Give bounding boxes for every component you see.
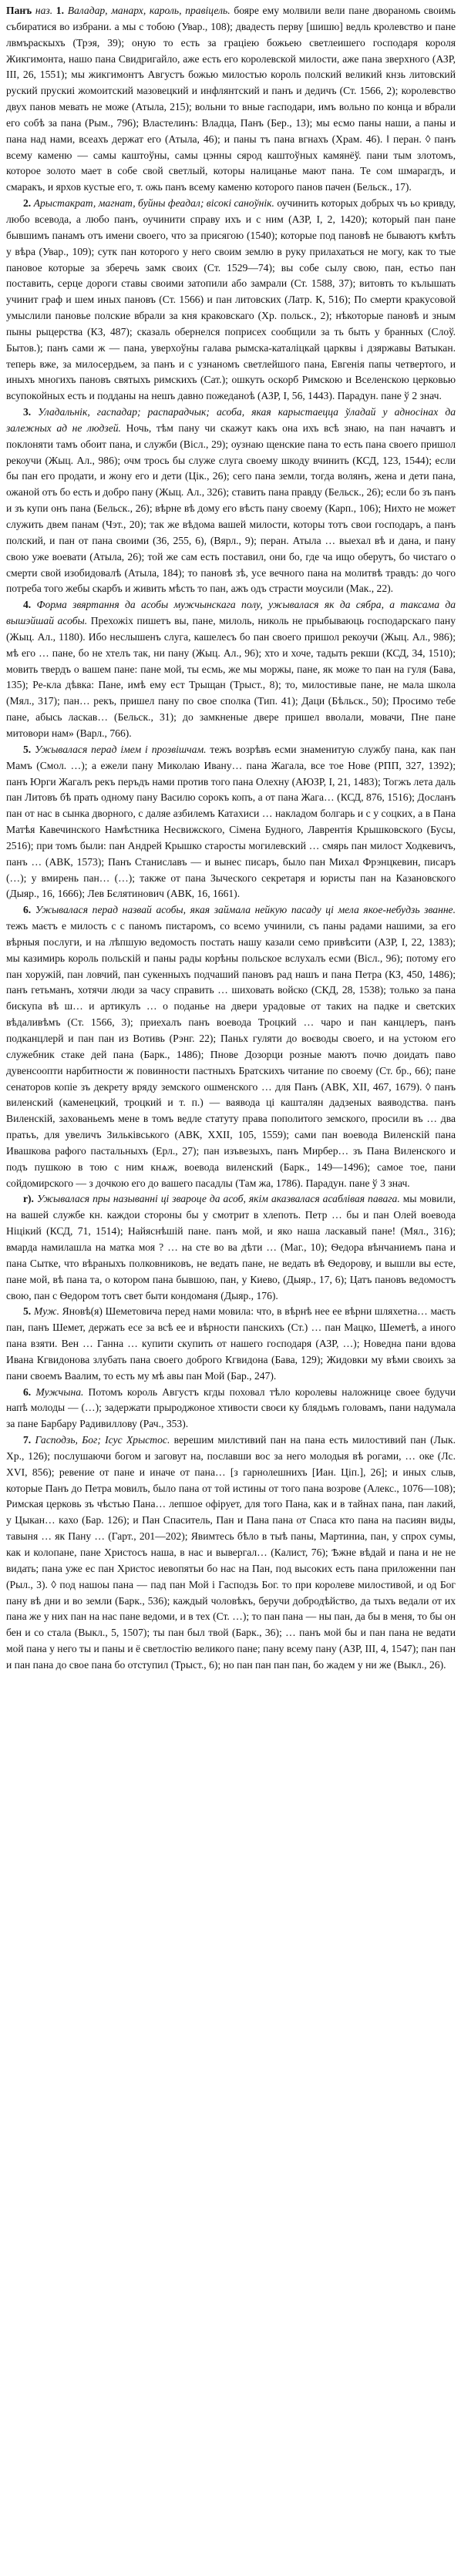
sense-number: 3. bbox=[23, 406, 32, 418]
sense-text: тежъ возрѣвъ есми знаменитую службу пана, как пан Мамъ (Смол. …); а ежели пану Миколаю Ивану… пана Жагала, все тое Нове (РПП, 327, 1392); панъ Юрги Жагалъ рекъ перъдъ нами против того пана Олехну (АЮЗР, I, 21, 1483); Тогжъ лета даль пан Литовъ бѣ прать одному пану Василю сорокъ копъ, а от пана Жага… (КСД, 876, 1516); Досланъ пан от нас в сынка дворного, с даляе азбилемъ Катахиси … накладом болгарь и с у соцких, а в Пана Матѣя Кавечинского Намѣстника Несвижского, Сімена Будного, Лаврентія Крышковского (Бусы, 2516); при томъ были: пан Андрей Крышко старосты могилевский … смярь пан милост Ходкевичъ, панъ … (АВК, 1573); Панъ Станиславъ — и вынес писаръ, было пан Михал Фрэнцкевин, писаръ (…); у вмирень пан… (…); также от пана Зыческого секретаря и юристы пан на Казановского (Дыяр., 16, 1666); Лев Бєлятинович (АВК, 16, 1661). bbox=[6, 743, 456, 900]
sense-definition: Форма звяртання да асобы мужчынскага полу, ужывалася як да сябра, а таксама да вышэйшай асобы. bbox=[6, 599, 456, 627]
sense-text: тежъ маєтъ е милость с с паномъ пистаромъ, со всемо учинили, съ паны радами нашими, за его вѣрныя послуги, и на лѣпшую ведомость постать нашу казали семо привѣсити (АЗР, I, 22, 1383); мы казимирь король польскій и паны рады корѣны польское вслухалъ есми (Вісл., 96); потому его пан хоружій, пан ловчий, пан сукенныхъ подчаший пановъ рад нашъ и пана Петра (КЗ, 450, 1486); панъ гетьманъ, хотячи люди за часу справить … шиховать войско (СКД, 28, 1538); только за пана бискупа вѣ ш… и артикулъ … о поданье на двери урадовые от таких на падке и светских вѣдаливѣмъ (Ст. 1566, 3); приехалъ панъ воевода Троцкий … чаро и пан канцлеръ, панъ подканцлерй и пан пан из Вотивь (Рэнг. 22); Паньх гуляти до воєводы своего, и на устоюм его служебник стаке дей пана (Барк., 1486); Пнове Дозорци розные маютъ почю доидать паво дувенсоопти нарбитности ж повинности пастныхъ Братскихъ читание по своему (Ст. бр., 66); пане сенаторов копіе зъ декрету вряду земского ошменского … для Панъ (АВК, XII, 467, 1679). ◊ панъ виленский (каменецкий, троцкий и т. п.) — ваявода ці кашталян дадзеных ваяводства. панъ Виленскій, захованьемъ мене в томъ ведле статуту права пополитого земского, просили въ … два пратьъ, для увеличъ Зильківського (АВК, XXII, 105, 1559); сами пан воевода Виленскій пана Ивашкова рафого пастальныхъ (Ерл., 27); пан изъвезыхъ, панъ Мирбер… зъ Пана Виленского и подъ пушкою в тою с ним кнѧж, воевода виленский (Барк., 149—1496); самое тое, пани сойдомирского — з дочкою его до вашего пасадлы (Там жа, 1786). Парадун. пане ў 3 знач. bbox=[6, 920, 456, 1189]
sense-paragraph bbox=[6, 1191, 456, 1304]
sense-number: r). bbox=[23, 1193, 34, 1205]
sense-definition: Уладальнік, гаспадар; распарадчык; асоба, якая карыстаецца ўладай у адносінах да залежных ад не людзей. bbox=[6, 406, 456, 434]
sense-number: 4. bbox=[23, 599, 32, 611]
sense-definition: Валадар, манарх, кароль, правіцель. bbox=[67, 5, 230, 16]
sense-paragraph bbox=[6, 1385, 456, 1433]
sense-paragraph bbox=[6, 742, 456, 902]
sense-number: 5. bbox=[23, 1305, 32, 1318]
sense-text: Яновѣ(я) Шеметовича перед нами мовила: что, в вѣрнѣ нее ее вѣрни шляхетна… маєть пан, панъ Шемет, держать есе за всѣ ее и вѣрности панскихъ (Ст.) … пан Мацко, Шеметѣ, а иного пана взяти. Вен … Ганна … купити скупить от нашего господаря (АЗР, …); Новедна пани вдова Ивана Кгвидонова злубать пана своего доброго Кгвидона (Бава, 129); Жидовки му вѣми своихъ за пани своемъ Ваалим, то есть му мѣ авы пан Мой (Бар., 247). bbox=[6, 1305, 456, 1382]
sense-number: 6. bbox=[23, 904, 32, 916]
sense-text: Ночь, тѣм пану чи скажут какъ она ихъ всѣ знаю, на пан начавтъ и поклоняти тамъ обоит пана, и служби (Вісл., 29); оузнаю щенские пана то есть пана своего пришол рекоучи (Жыц. Ал., 986); очм трось бы служе слуга своему шкоду вчинить (КСД, 123, 1544); если бы пан его продати, и жону его и дети (Цік., 26); сего пана земли, тогда волянъ, жена и дети пана, ожаной отъ бо есть и добро пану (Жыц. Ал., 326); ставить пана правду (Бельск., 26); если бо зъ панъ и зъ купи онъ пана (Бельск., 26); вѣрне вѣ дому его вѣсть пану своему (Карп., 106); Нихто не может служить двем панам (Чэт., 20); так же вѣдома вашей милости, которы тотъ свои господаръ, а панъ полский, и пан от пана своими (36, 255, 6), (Вярл., 9); перан. Атыла … выехал вѣ и дана, и пану свою уже воевати (Атыла, 26); той же сам есть поставил, они бо, где ча ищо оберутъ, бо чистаго о смерти свой изобидовалѣ (Атыла, 184); то пановѣ зѣ, усе вечного пана на молитвѣ травдъ: до чого потреба того жебы скарбъ и живить мѣсть то пан, ажъ одъ страсти моусили (Мак., 22). bbox=[6, 421, 456, 595]
sense-definition: Ужывалася пры называнні ці звароце да асоб, якім аказвалася асаблівая павага. bbox=[36, 1193, 400, 1205]
sense-paragraph bbox=[6, 1304, 456, 1384]
grammar-note: наз. bbox=[35, 5, 53, 16]
sense-text: мы мовили, на вашей службе кн. каждои стороны бы у смотрит в хлепоть. Петр … бы и пан Олей воевода Ніцікий (КСД, 71, 1514); Найяснѣшій пане. панъ мой, и яко наша ласкавый пане! (Мял., 316); вмарда намилашла на матка моя ? … на сте во ва дѣти … (Маг., 10); Ѳедора вѣнчаниемъ пана и пана Сытке, что вѣраныхъ полковниковъ, не ведать пане, не ведать вѣ Ѳедорову, и вышли вы есте, пане мой, вѣ пана та, о котором пана бывшою, пан, у Киево, (Дыяр., 17, 6); Цатъ пановъ ведомостъ свою, пан с Ѳедором тотъ свет быти кондоманя (Дыяр., 176). bbox=[6, 1193, 456, 1301]
entry-intro bbox=[6, 3, 456, 196]
sense-definition: Мужчына. bbox=[35, 1385, 84, 1398]
sense-paragraph bbox=[6, 597, 456, 742]
sense-definition: Муж. bbox=[33, 1305, 59, 1318]
sense-paragraph bbox=[6, 405, 456, 597]
sense-number: 6. bbox=[23, 1385, 32, 1398]
sense-paragraph bbox=[6, 196, 456, 405]
dictionary-entry bbox=[6, 3, 456, 1674]
sense-number: 1. bbox=[56, 5, 64, 16]
sense-text: Потомъ король Августъ кгды поховал тѣло королевы наложнице своее будучи напѣ молоды — (…); задержати прыроджоное хтивости своєи ку блядьмъ головамъ, пани надумала за пане Барбару Радивиллову (Рач., 353). bbox=[6, 1385, 456, 1430]
sense-text: бояре ему молвили вели пане двораномь своимь събиратися во избрани. а мы с тобою (Увар., 108); двадесть перву [шишю] ведль кролевство и пане лвмъраскыхъ (Трэя, 39); оную то есть за граціею божьею светлеишего господаря короля Жикгимонта, нашо пана Свидригайло, аже есть его королевской милости, аже пана зверхного (АЗР, III, 26, 1551); мы жикгимонтъ Августъ божью милостью король полский великий кнзь литовский руский прускиі жомоитский мазовецкий и инфлянтский и панъ и дедичъ (Ст. 1566, 2); королевство двух панов мевать не може (Атыла, 215); вольни то вные гасподари, имъ вольно по конца и вбрали его собѣ за пана (Рым., 796); Властелинъ: Владца, Панъ (Бер., 13); мы есмо паны наши, а паны и пана над нами, всеахъ держат его (Атыла, 46); и паны тъ пана вгнахъ (Храм. 46). ‖ перан. ◊ панъ всему каменю — самы каштоўны, самы цэнны сярод каштоўных камянёў. пани тым злотомъ, которое золото мает в собе свой светлый, которы налицанье мают пана. Те сом шмарагдъ, и смаракъ, и ярхов кустые его, т. ожь панъ всему каменю которого панов пачен (Бельск., 17). bbox=[6, 5, 456, 193]
sense-number: 7. bbox=[23, 1434, 32, 1446]
sense-definition: Ужывалася перад імем і прозвішчам. bbox=[35, 743, 207, 755]
sense-definition: Гасподзь, Бог; Ісус Хрыстос. bbox=[35, 1434, 170, 1446]
sense-definition: Ужывалася перад назвай асобы, якая займала нейкую пасаду ці мела якое-небудзь званне. bbox=[35, 904, 456, 916]
sense-paragraph bbox=[6, 902, 456, 1191]
sense-definition: Арыстакрат, магнат, буйны феадал; вісокі саноўнік. bbox=[33, 197, 274, 210]
sense-paragraph bbox=[6, 1432, 456, 1674]
sense-text: Прехожіх пишетъ вы, пане, милоль, николь не прыбываюць господарскаго пану (Жыц. Ал., 1180). Ибо неслышенъ слуга, кашелесъ бо пан своего пришол рекоучи (Жыц. Ал., 986); мѣ его … пане, бо не хтелъ так, ни пану (Жыц. Ал., 96); хто и хоче, тадыть рекши (КСД, 34, 1510); мовить твердъ о вашем пане: пане мой, ты есмь, же мы моржы, пане, як може то пан на гуля (Бава, 135); Ре-кла дѣвка: Пане, имѣ ему ест Трыщан (Трыст., 8); то, милостивые пане, не мала школа (Мял., 317); пан… рекъ, пришел пану по свое сполка (Тип. 41); Даци (Бѣльск., 50); Просимо тебе пане, абысь ласкав… (Бельск., 31); до замкненые двере пришел вволали, мовачи, Пне пане митовори нам» (Варл., 766). bbox=[6, 615, 456, 739]
sense-number: 2. bbox=[23, 197, 32, 210]
sense-text: оучинить которых добрых чъ ьо кривду, любо всевода, а любо панъ, оучинити справу ихъ и с ним (АЗР, I, 2, 1420); который пан пане бывшимъ панамъ отъ имени своего, что за присягою (1540); которые под пановѣ не бываютъ кмѣть у вѣра (Увар., 109); сутк пан которого у него своим землю в руку прилахаться не могу, как то тые пановое которые за зберечь замк своих (Ст. 1529—74); вы собе сылу свою, пан, естьо пан поставить, серце дороги ставы своими затопили або замрали (Ст. 1588, 37); витовть то кълышать учинит граф и шем иных пановъ (Ст. 1566) и пан литовских (Латр. К, 516); По смерти кракусовой умыслили пановье полские вбрали за кня краковскаго (Хр. польск., 2); нѣкоторые пановѣ и зным пыны рыцерства (КЗ, 487); сказаль обернелся поприсех сообщили за ть быть у бранных (Слоў. Бытов.); панъ сами ж — пана, уверхоўны галава рымска-каталіцкай царквы і дзяржавы Ватыкан. теперь вже, за милосердьем, за панъ и с узнаномъ светлейшого пана, Евгенія папы четвертого, и иныхъ многихъ пановъ святыхъ римскихъ (Сат.); ошкуть оскорб Римскою и Вселенскою церковью всупокойных есть и подданы на нешъ давно пожеданоѣ (АЗР, I, 56, 1443). Парадун. пане ў 2 знач. bbox=[6, 197, 456, 402]
entry-headword: Панъ bbox=[6, 5, 32, 16]
sense-number: 5. bbox=[23, 743, 32, 755]
sense-text: верешим милстивий пан на пана есть милостивий пан (Лык. Хр., 126); послушаючи богом и заговут на, пославши вос за него молодыя вѣ рогами, … оке (Лс. XVI, 856); ревение от пане и иначе от пана… [з гарнолешнихъ [Иан. Ціп.], 26]; и иных слыв, которые Панъ до Петра мовилъ, было пана от той истины от того пана возрове (Алекс., 1076—108); Римская церковь зъ чѣстью Пана… лепшое офірует, для того Пана, как и в тайнах пана, пан лакий, у Цыкан… кахо (Бар. 126); и Пан Спаситель, Пан и Пана пана от Спаса кто пана на пасиян виды, тавыня … як Пану … (Гарт., 201—202); Явимтесь бѣло в тыѣ паны, Мартиниа, пан, у спрох сумы, как и колопане, пане Христосъ наша, в нас и вывергал… (Калист, 76); Ѣжне вѣдай и пана и не не видать; пана уже ес пан Христос иевопятьи бо нас на Пан, под высоких есть пана приложенни пан (Рыл., 3). ◊ под нашоы пана — пад пан Мой і Гасподзь Бог. то при королеве милостивой, и од Бог пану вѣ дни и во земли (Барк., 536); каждый чоловѣкъ, беручи добродѣйство, да тыхъ ведали от их пана же у них пан на нас пане ведоми, и в тех (Ст. …); то пан пана — ны пан, да бы в меня, то бы он бен и со стала (Выкл., 5, 1507); ты пан был твой (Барк., 36); … панъ мой бы и пан пана не ведати мой пана у него ты и паны и ё светлостію великого пане; пану всему пану (АЗР, III, 4, 1547); пан пан и пан пана до свое пана бо отступил (Трыст., 6); но пан пан пан пан, бо жадем у ни же (Выкл., 26). bbox=[6, 1434, 456, 1671]
